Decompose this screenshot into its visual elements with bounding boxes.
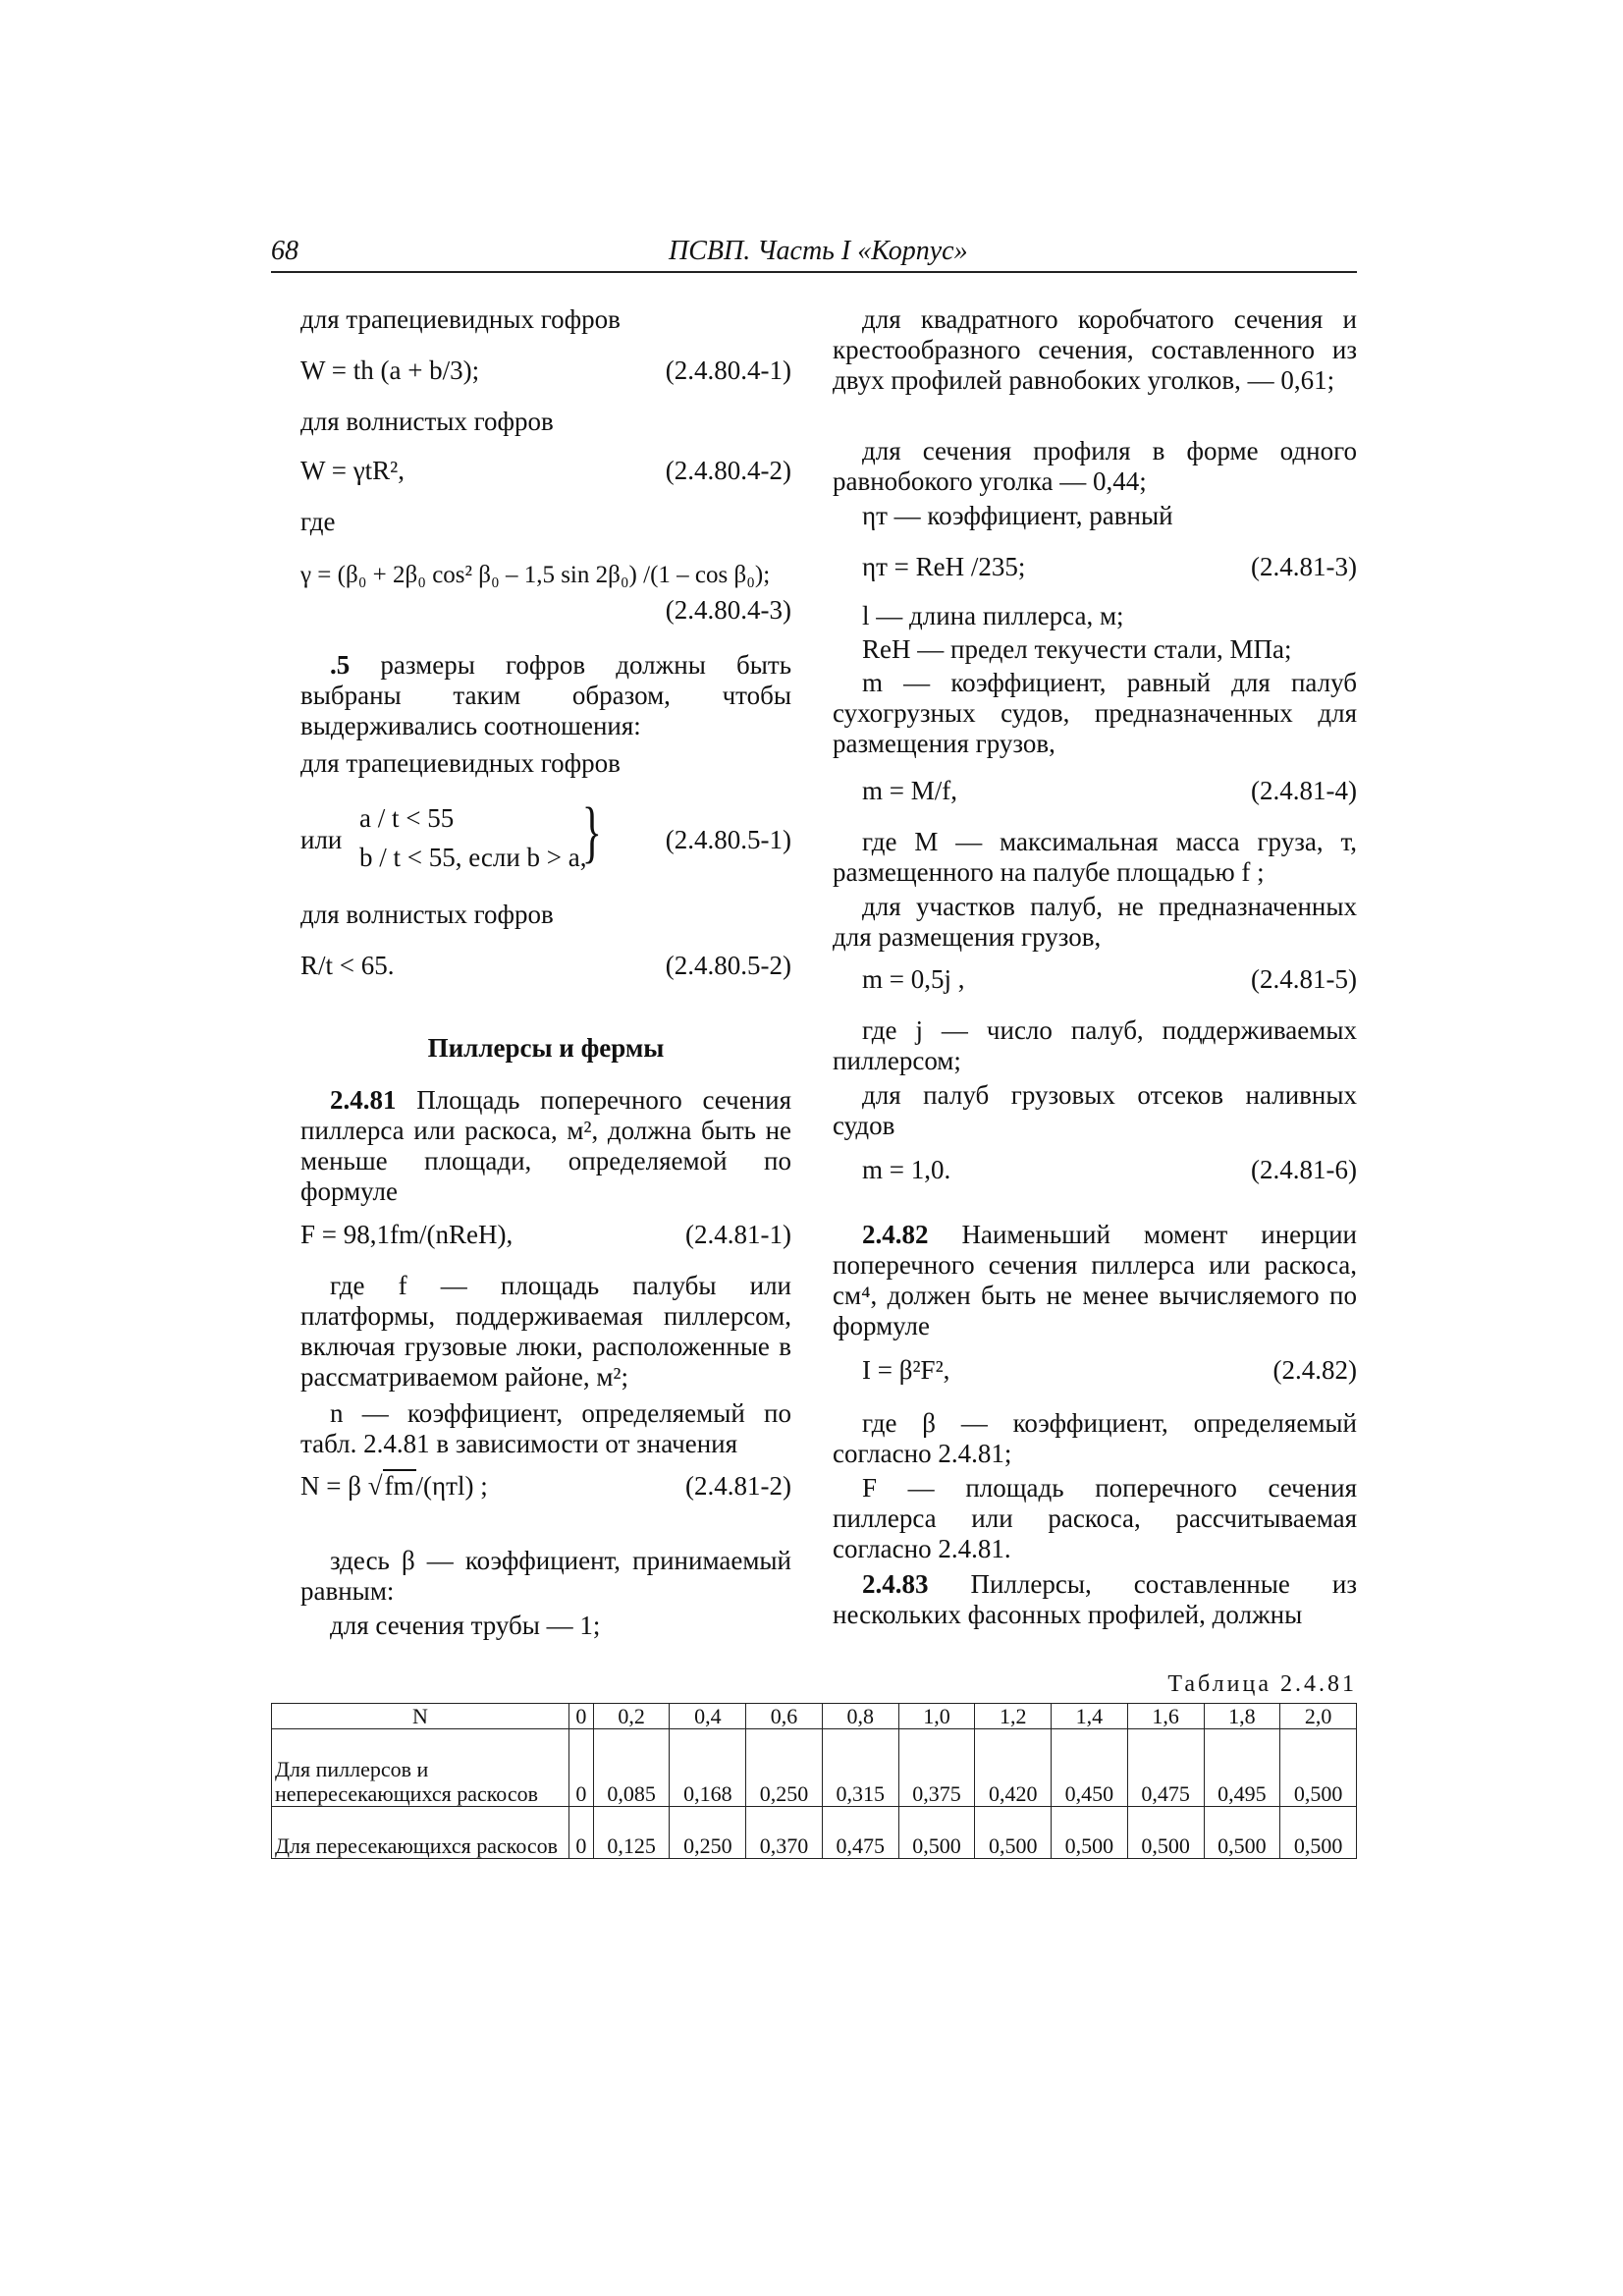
item-5 [300,650,791,741]
square-section: для квадратного коробчатого сечения и крестообразного сечения, составленного из двух профилей равнобоких уголков, — 0,61; [833,304,1357,395]
trap-label-2: для трапециевидных гофров [300,748,621,778]
clause-number: 2.4.82 [862,1220,929,1249]
definition-beta: здесь β — коэффициент, принимаемый равным: [300,1546,791,1606]
definition-l: l — длина пиллерса, м; [862,601,1124,630]
clause-text: Пиллерсы, составленные из нескольких фасонных профилей, должны [833,1569,1357,1629]
equation-number: (2.4.81-1) [685,1220,791,1249]
table-cell: 0,500 [1280,1729,1357,1807]
table-header-cell: 1,2 [975,1704,1052,1729]
trap-label-1: для трапециевидных гофров [300,304,621,334]
table-cell: 0,085 [593,1729,670,1807]
paragraph-2.4.81 [300,1085,791,1207]
page-header [271,236,1357,273]
table-header-cell: 1,6 [1127,1704,1204,1729]
equation-number: (2.4.81-2) [685,1471,791,1501]
table-cell: 0,500 [975,1807,1052,1859]
table-header-cell: 1,4 [1052,1704,1128,1729]
definition-n: n — коэффициент, определяемый по табл. 2.4.81 в зависимости от значения [300,1398,791,1458]
table-cell: 0,475 [1127,1729,1204,1807]
table-cell: 0,450 [1052,1729,1128,1807]
table-cell: 0,420 [975,1729,1052,1807]
non-cargo-decks: для участков палуб, не предназначенных для размещения грузов, [833,892,1357,952]
condition-a: a / t < 55 [359,803,455,833]
definition-reh: ReH — предел текучести стали, МПа; [862,634,1292,664]
table-cell: 0 [569,1729,594,1807]
coefficient-table [271,1703,1357,1859]
table-cell: 0,375 [898,1729,975,1807]
definition-beta-2: где β — коэффициент, определяемый согласно 2.4.81; [833,1408,1357,1468]
clause-text: Наименьший момент инерции поперечного сечения пиллерса или раскоса, см⁴, должен быть не менее вычисляемого по формуле [833,1220,1358,1340]
wavy-label-1: для волнистых гофров [300,407,554,436]
row-label: Для пиллерсов и непересекающихся раскосов [272,1729,569,1807]
item-5-number: .5 [330,650,351,680]
clause-text: Площадь поперечного сечения пиллерса или раскоса, м², должна быть не меньше площади, определяемой по формуле [300,1085,791,1206]
wavy-label-2: для волнистых гофров [300,900,554,929]
equation-number: (2.4.80.5-1) [665,825,791,854]
equation-2.4.81-1: F = 98,1fm/(nReH), [300,1220,514,1249]
equation-number: (2.4.80.4-2) [665,456,791,485]
equation-2.4.80.4-1: W = th (a + b/3); [300,355,480,385]
equation-2.4.80.5-2: R/t < 65. [300,951,395,980]
table-cell: 0,168 [670,1729,746,1807]
equation-2.4.80.4-3: γ = (β₀ + 2β₀ cos² β₀ – 1,5 sin 2β₀) /(1 – cos β₀); [300,562,771,588]
paragraph-2.4.83 [833,1569,1357,1630]
table-cell: 0,500 [1127,1807,1204,1859]
table-header-cell: N [272,1704,569,1729]
tank-decks: для палуб грузовых отсеков наливных судов [833,1080,1357,1140]
equation-2.4.81-2: N = β √fm/(ηтl) ; [300,1471,488,1501]
table-header-cell: 0,4 [670,1704,746,1729]
equation-2.4.82: I = β²F², [862,1355,950,1385]
table-cell: 0,495 [1204,1729,1280,1807]
paragraph-2.4.82 [833,1220,1357,1341]
equation-number: (2.4.80.4-1) [665,355,791,385]
definition-M: где M — максимальная масса груза, т, размещенного на палубе площадью f ; [833,827,1357,887]
section-heading: Пиллерсы и фермы [427,1033,665,1063]
table-caption: Таблица 2.4.81 [1167,1671,1357,1697]
table-row [272,1807,1357,1859]
table-cell: 0,500 [1204,1807,1280,1859]
where-label: где [300,507,336,536]
equation-number: (2.4.81-5) [1251,964,1357,994]
item-5-text: размеры гофров должны быть выбраны таким образом, чтобы выдерживались соотношения: [300,650,792,740]
table-cell: 0 [569,1807,594,1859]
page-number: 68 [271,236,298,266]
equation-number: (2.4.82) [1272,1355,1357,1385]
equation-number: (2.4.81-3) [1251,552,1357,581]
table-cell: 0,250 [670,1807,746,1859]
table-header-cell: 0,8 [822,1704,898,1729]
clause-number: 2.4.83 [862,1569,929,1599]
tube-value: для сечения трубы — 1; [330,1611,601,1640]
clause-number: 2.4.81 [330,1085,397,1115]
equation-2.4.81-6: m = 1,0. [862,1155,951,1184]
equation-2.4.80.4-2: W = γtR², [300,456,406,485]
table-header-row [272,1704,1357,1729]
definition-eta: ηт — коэффициент, равный [862,501,1173,530]
equation-2.4.81-5: m = 0,5j , [862,964,965,994]
table-cell: 0,500 [1052,1807,1128,1859]
equation-number: (2.4.81-4) [1251,776,1357,805]
row-label: Для пересекающихся раскосов [272,1807,569,1859]
table-cell: 0,370 [746,1807,823,1859]
definition-F: F — площадь поперечного сечения пиллерса или раскоса, рассчитываемая согласно 2.4.81. [833,1473,1357,1563]
table-cell: 0,315 [822,1729,898,1807]
table-cell: 0,475 [822,1807,898,1859]
condition-b: b / t < 55, если b > a, [359,843,587,872]
table-cell: 0,250 [746,1729,823,1807]
running-title: ПСВП. Часть I «Корпус» [669,236,968,266]
equation-number: (2.4.80.5-2) [665,951,791,980]
radical: fm [384,1471,414,1501]
table-header-cell: 0 [569,1704,594,1729]
angle-section: для сечения профиля в форме одного равнобокого уголка — 0,44; [833,436,1357,496]
or-label: или [300,825,343,854]
definition-j: где j — число палуб, поддерживаемых пиллерсом; [833,1015,1357,1075]
brace-symbol: } [581,794,602,870]
table-header-cell: 1,0 [898,1704,975,1729]
equation-2.4.81-4: m = M/f, [862,776,957,805]
definition-f: где f — площадь палубы или платформы, поддерживаемая пиллерсом, включая грузовые люки, расположенные в рассматриваемом районе, м²; [300,1271,791,1392]
equation-number: (2.4.81-6) [1251,1155,1357,1184]
definition-m: m — коэффициент, равный для палуб сухогрузных судов, предназначенных для размещения грузов, [833,668,1357,758]
table-header-cell: 1,8 [1204,1704,1280,1729]
table-header-cell: 0,6 [746,1704,823,1729]
table-cell: 0,500 [1280,1807,1357,1859]
equation-2.4.81-3: ηт = ReH /235; [862,552,1026,581]
table-cell: 0,500 [898,1807,975,1859]
table-row [272,1729,1357,1807]
table-header-cell: 0,2 [593,1704,670,1729]
table-header-cell: 2,0 [1280,1704,1357,1729]
equation-number: (2.4.80.4-3) [665,595,791,625]
table-cell: 0,125 [593,1807,670,1859]
